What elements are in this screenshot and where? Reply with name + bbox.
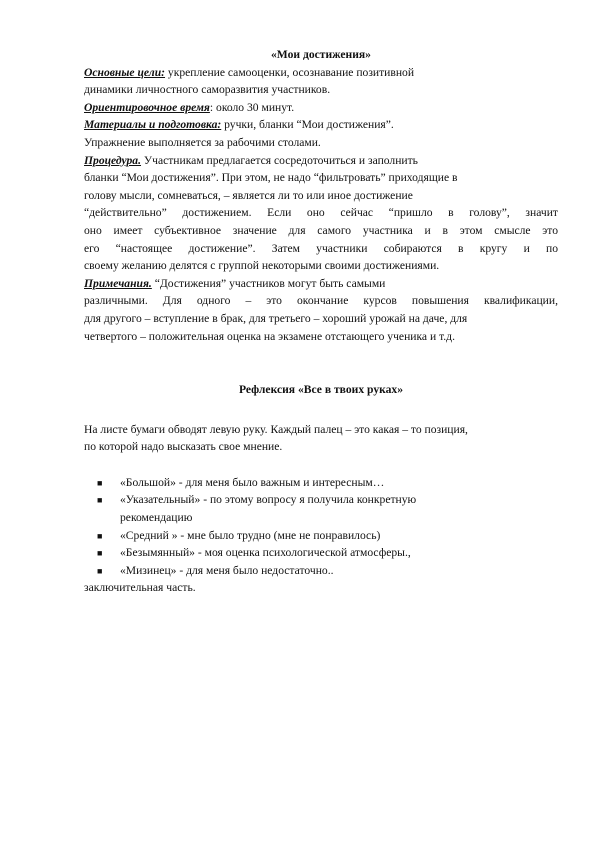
- section-title-reflection: Рефлексия «Все в твоих руках»: [238, 383, 404, 397]
- list-item-text: «Большой» - для меня было важным и интересным…: [120, 475, 385, 489]
- notes-line: различными. Для одного – это окончание курсов повышения квалификации,: [84, 294, 558, 308]
- procedure-line: “действительно” достижением. Если оно сейчас “пришло в голову”, значит: [84, 206, 558, 220]
- closing-text: заключительная часть.: [84, 581, 196, 595]
- procedure-line: своему желанию делятся с группой некоторыми своими достижениями.: [84, 259, 440, 273]
- intro-line: по которой надо высказать свое мнение.: [84, 440, 283, 454]
- procedure-line: голову мысли, сомневаться, – является ли то или иное достижение: [84, 188, 413, 202]
- time-text: : около 30 минут.: [209, 100, 295, 114]
- workplace-text: Упражнение выполняется за рабочими столами.: [84, 135, 321, 149]
- time-paragraph: [84, 99, 558, 117]
- square-bullet-icon: ■: [97, 548, 103, 559]
- list-item-text: «Средний » - мне было трудно (мне не понравилось): [120, 528, 381, 542]
- notes-line-1: [84, 275, 558, 293]
- procedure-text: Участникам предлагается сосредоточиться и заполнить: [141, 153, 418, 167]
- list-item-little: [84, 562, 558, 580]
- section-title-achievements: «Мои достижения»: [271, 48, 371, 61]
- goals-text: укрепление самооценки, осознавание позитивной: [165, 65, 415, 79]
- finger-list: [84, 474, 558, 580]
- materials-paragraph: [84, 116, 558, 134]
- square-bullet-icon: ■: [97, 495, 103, 506]
- procedure-line-1: [84, 152, 558, 170]
- notes-text: “Достижения” участников могут быть самыми: [151, 276, 386, 290]
- document-page: [84, 46, 558, 597]
- notes-line: четвертого – положительная оценка на экзамене отстающего ученика и т.д.: [84, 329, 455, 343]
- square-bullet-icon: ■: [97, 530, 103, 541]
- procedure-label: Процедура.: [84, 153, 142, 167]
- materials-label: Материалы и подготовка:: [84, 118, 222, 132]
- list-item-text: «Указательный» - по этому вопросу я получила конкретную: [120, 493, 417, 507]
- list-item-ring: [84, 544, 558, 562]
- goals-text-continued: динамики личностного саморазвития участников.: [84, 83, 331, 97]
- procedure-line: бланки “Мои достижения”. При этом, не надо “фильтровать” приходящие в: [84, 171, 458, 185]
- procedure-line: его “настоящее достижение”. Затем участники собираются в кругу и по: [84, 241, 558, 255]
- square-bullet-icon: ■: [97, 565, 103, 576]
- list-item-text: «Безымянный» - моя оценка психологической атмосферы.,: [120, 546, 411, 560]
- intro-line: На листе бумаги обводят левую руку. Каждый палец – это какая – то позиция,: [84, 422, 468, 436]
- procedure-line: оно имеет субъективное значение для самого участника и в этом смысле это: [84, 223, 558, 237]
- list-item-text: «Мизинец» - для меня было недостаточно..: [120, 563, 334, 577]
- goals-paragraph: [84, 64, 558, 82]
- time-label: Ориентировочное время: [84, 100, 210, 114]
- square-bullet-icon: ■: [97, 477, 103, 488]
- materials-text: ручки, бланки “Мои достижения”.: [221, 118, 394, 132]
- list-item-middle: [84, 527, 558, 545]
- list-item-thumb: [84, 474, 558, 492]
- goals-label: Основные цели:: [84, 65, 166, 79]
- list-item-index: [84, 491, 558, 526]
- notes-label: Примечания.: [84, 276, 152, 290]
- list-item-text-continued: рекомендацию: [120, 511, 193, 525]
- notes-line: для другого – вступление в брак, для третьего – хороший урожай на даче, для: [84, 311, 468, 325]
